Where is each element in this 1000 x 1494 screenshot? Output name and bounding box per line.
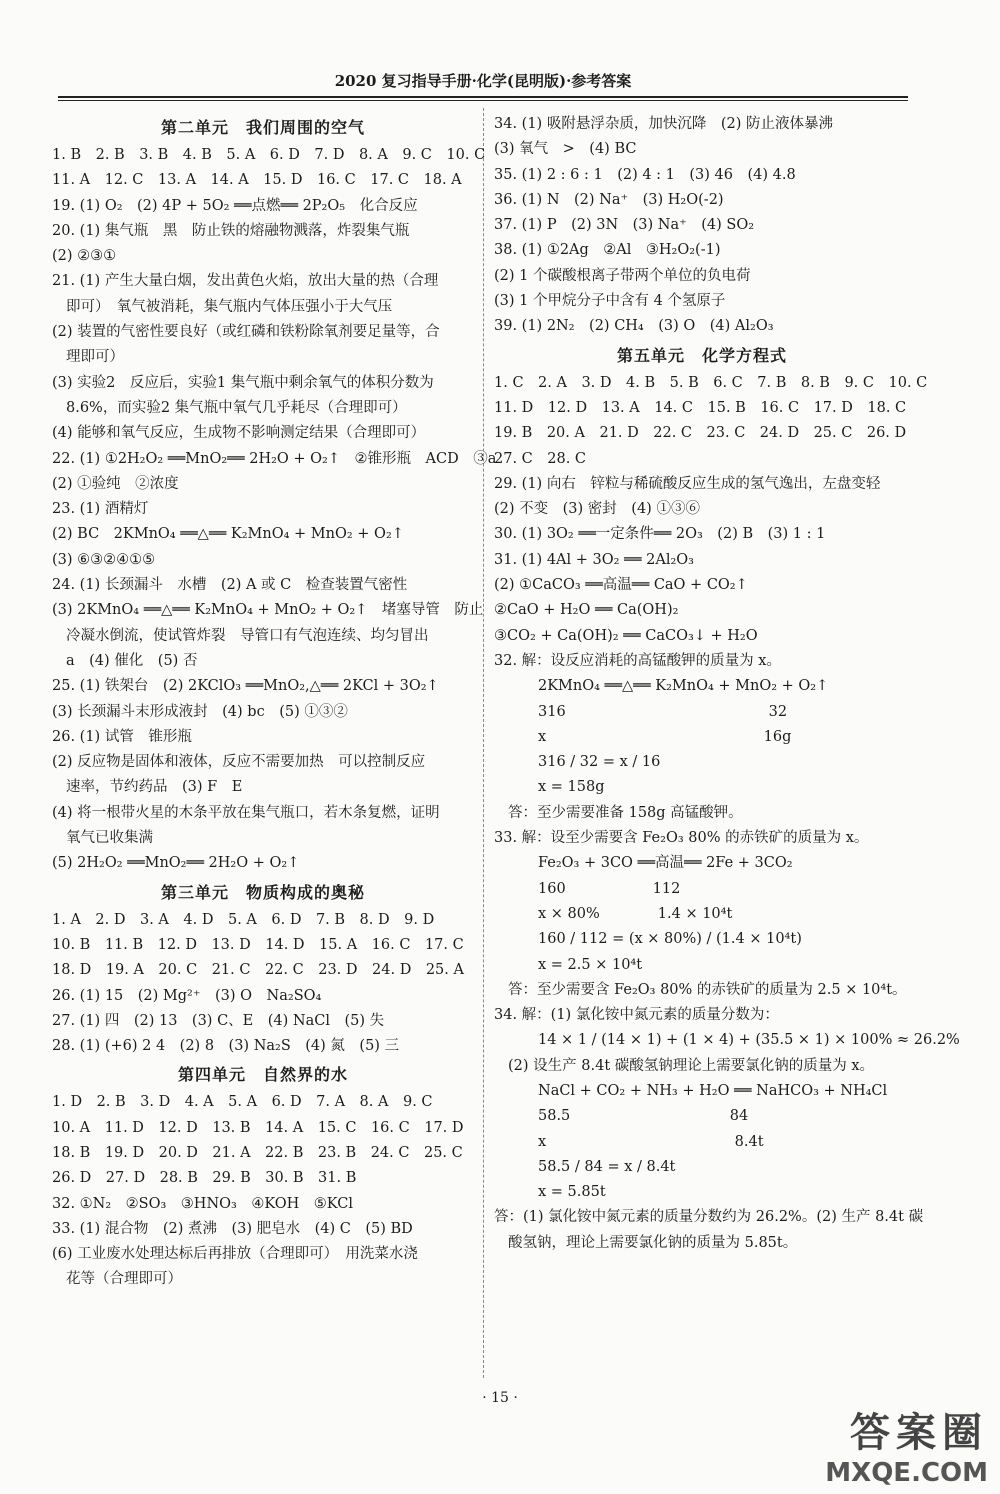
calc-line: 2KMnO₄ ══△══ K₂MnO₄ + MnO₂ + O₂↑ <box>538 678 829 695</box>
answer-line: (6) 工业废水处理达标后再排放（合理即可） 用洗菜水浇 <box>52 1246 418 1263</box>
answer-line: (3) 实验2 反应后，实验1 集气瓶中剩余氧气的体积分数为 <box>52 374 434 391</box>
answer-line: 28. (1) (+6) 2 4 (2) 8 (3) Na₂S (4) 氮 (5) 三 <box>52 1038 400 1055</box>
answer-line: 1. D 2. B 3. D 4. A 5. A 6. D 7. A 8. A 9. C <box>52 1094 433 1111</box>
answer-line: 速率，节约药品 (3) F E <box>66 779 243 796</box>
watermark <box>825 1401 988 1488</box>
column-divider <box>483 108 484 1378</box>
answer-line: 29. (1) 向右 锌粒与稀硫酸反应生成的氢气逸出，左盘变轻 <box>494 475 881 492</box>
section-title: 第二单元 我们周围的空气 <box>160 118 365 137</box>
answer-line: 18. D 19. A 20. C 21. C 22. C 23. D 24. D 25. A <box>52 962 464 979</box>
answer-line: 18. B 19. D 20. D 21. A 22. B 23. B 24. C 25. C <box>52 1144 463 1161</box>
section-title: 第五单元 化学方程式 <box>616 345 787 365</box>
answer-line: 10. B 11. B 12. D 13. D 14. D 15. A 16. C 17. C <box>52 936 464 953</box>
answer-line: a (4) 催化 (5) 否 <box>66 652 198 669</box>
answer-line: 32. 解：设反应消耗的高锰酸钾的质量为 x。 <box>494 652 781 669</box>
header-rule-thin <box>58 100 908 101</box>
answer-line: 34. 解：(1) 氯化铵中氮元素的质量分数为： <box>494 1007 779 1024</box>
calc-line: 14 × 1 / (14 × 1) + (1 × 4) + (35.5 × 1) × 100% ≈ 26.2% <box>538 1032 960 1049</box>
answer-line: (2) ①CaCO₃ ══高温══ CaO + CO₂↑ <box>494 577 748 594</box>
watermark-top: 答案圈 <box>850 1410 988 1456</box>
answer-line: 11. D 12. D 13. A 14. C 15. B 16. C 17. D 18. C <box>494 399 907 416</box>
answer-line: (2) 反应物是固体和液体，反应不需要加热 可以控制反应 <box>52 754 426 771</box>
right-column <box>494 112 960 1256</box>
answer-line: 34. (1) 吸附悬浮杂质，加快沉降 (2) 防止液体暴沸 <box>494 116 833 132</box>
section-title: 第四单元 自然界的水 <box>177 1065 348 1085</box>
answer-line: 24. (1) 长颈漏斗 水槽 (2) A 或 C 检查装置气密性 <box>52 577 408 594</box>
answer-line: 27. (1) 四 (2) 13 (3) C、E (4) NaCl (5) 失 <box>52 1012 385 1029</box>
answer-line: (4) 将一根带火星的木条平放在集气瓶口，若木条复燃，证明 <box>52 804 440 821</box>
calc-line: 58.5 84 <box>538 1108 749 1125</box>
calc-line: x = 2.5 × 10⁴t <box>538 956 643 973</box>
calc-line: 316 / 32 = x / 16 <box>538 754 661 771</box>
answer-line: 19. (1) O₂ (2) 4P + 5O₂ ══点燃══ 2P₂O₅ 化合反应 <box>52 197 418 214</box>
answer-line: (3) ⑥③②④①⑤ <box>52 551 156 568</box>
answer-line: 冷凝水倒流，使试管炸裂 导管口有气泡连续、均匀冒出 <box>66 627 429 644</box>
answer-line: 22. (1) ①2H₂O₂ ══MnO₂══ 2H₂O + O₂↑ ②锥形瓶 ACD ③a <box>52 450 497 467</box>
answer-line: 37. (1) P (2) 3N (3) Na⁺ (4) SO₂ <box>494 217 755 234</box>
answer-line: (2) 设生产 8.4t 碳酸氢钠理论上需要氯化钠的质量为 x。 <box>508 1057 875 1074</box>
answer-line: (2) 不变 (3) 密封 (4) ①③⑥ <box>494 501 700 518</box>
answer-line: (2) ②③① <box>52 248 117 265</box>
page-header: 2020 复习指导手册·化学(昆明版)·参考答案 <box>334 72 632 90</box>
answer-line: 30. (1) 3O₂ ══一定条件══ 2O₃ (2) B (3) 1 : 1 <box>494 526 826 543</box>
answer-line: 27. C 28. C <box>494 450 587 467</box>
calc-line: x 8.4t <box>538 1133 764 1150</box>
answer-line: (4) 能够和氧气反应，生成物不影响测定结果（合理即可） <box>52 425 426 442</box>
watermark-bottom: MXQE.COM <box>825 1458 988 1488</box>
answer-line: 21. (1) 产生大量白烟，发出黄色火焰，放出大量的热（合理 <box>52 273 439 290</box>
header-rule <box>58 96 908 98</box>
answer-line: 35. (1) 2 : 6 : 1 (2) 4 : 1 (3) 46 (4) 4.8 <box>494 166 796 183</box>
calc-line: 58.5 / 84 = x / 8.4t <box>538 1158 676 1175</box>
answer-line: 答：至少需要准备 158g 高锰酸钾。 <box>508 804 743 821</box>
answer-line: 32. ①N₂ ②SO₃ ③HNO₃ ④KOH ⑤KCl <box>52 1195 353 1212</box>
answer-line: (3) 氧气 > (4) BC <box>494 141 637 158</box>
answer-line: 31. (1) 4Al + 3O₂ ══ 2Al₂O₃ <box>494 551 694 568</box>
page-number: · 15 · <box>482 1390 518 1406</box>
left-column <box>52 112 497 1293</box>
answer-line: 23. (1) 酒精灯 <box>52 501 149 518</box>
answer-line: (2) 1 个碳酸根离子带两个单位的负电荷 <box>494 267 751 284</box>
answer-line: 33. (1) 混合物 (2) 煮沸 (3) 肥皂水 (4) C (5) BD <box>52 1220 413 1237</box>
answer-line: 11. A 12. C 13. A 14. A 15. D 16. C 17. C 18. A <box>52 172 462 189</box>
answer-line: 花等（合理即可） <box>66 1271 182 1288</box>
answer-line: 26. (1) 15 (2) Mg²⁺ (3) O Na₂SO₄ <box>52 987 322 1004</box>
answer-line: ③CO₂ + Ca(OH)₂ ══ CaCO₃↓ + H₂O <box>494 627 758 644</box>
answer-line: (3) 长颈漏斗末形成液封 (4) bc (5) ①③② <box>52 703 348 720</box>
answer-line: 25. (1) 铁架台 (2) 2KClO₃ ══MnO₂,△══ 2KCl + 3O₂↑ <box>52 678 439 695</box>
answer-line: (2) 装置的气密性要良好（或红磷和铁粉除氧剂要足量等，合 <box>52 324 440 341</box>
answer-line: 答：至少需要含 Fe₂O₃ 80% 的赤铁矿的质量为 2.5 × 10⁴t。 <box>508 981 907 998</box>
calc-line: x × 80% 1.4 × 10⁴t <box>538 905 733 922</box>
calc-line: Fe₂O₃ + 3CO ══高温══ 2Fe + 3CO₂ <box>538 855 793 872</box>
answer-line: 1. B 2. B 3. B 4. B 5. A 6. D 7. D 8. A 9. C 10. C <box>52 147 486 163</box>
calc-line: 160 / 112 = (x × 80%) / (1.4 × 10⁴t) <box>538 931 802 948</box>
answer-line: 1. C 2. A 3. D 4. B 5. B 6. C 7. B 8. B 9. C 10. C <box>494 374 928 391</box>
answer-line: 38. (1) ①2Ag ②Al ③H₂O₂(-1) <box>494 242 721 259</box>
calc-line: x = 158g <box>538 779 605 796</box>
calc-line: x 16g <box>538 728 792 745</box>
answer-line: ②CaO + H₂O ══ Ca(OH)₂ <box>494 602 679 619</box>
answer-line: 36. (1) N (2) Na⁺ (3) H₂O(-2) <box>494 191 724 208</box>
answer-line: (2) BC 2KMnO₄ ══△══ K₂MnO₄ + MnO₂ + O₂↑ <box>52 526 404 543</box>
answer-line: 8.6%，而实验2 集气瓶中氧气几乎耗尽（合理即可） <box>66 399 407 416</box>
answer-line: 20. (1) 集气瓶 黑 防止铁的熔融物溅落，炸裂集气瓶 <box>52 222 410 239</box>
calc-line: NaCl + CO₂ + NH₃ + H₂O ══ NaHCO₃ + NH₄Cl <box>538 1082 888 1099</box>
section-title: 第三单元 物质构成的奥秘 <box>160 882 365 902</box>
calc-line: x = 5.85t <box>538 1184 606 1201</box>
answer-line: 10. A 11. D 12. D 13. B 14. A 15. C 16. C 17. D <box>52 1119 464 1136</box>
answer-line: 39. (1) 2N₂ (2) CH₄ (3) O (4) Al₂O₃ <box>494 318 774 335</box>
answer-line: 即可） 氧气被消耗，集气瓶内气体压强小于大气压 <box>66 298 393 315</box>
answer-line: (3) 1 个甲烷分子中含有 4 个氢原子 <box>494 293 726 310</box>
answer-line: 氧气已收集满 <box>66 830 153 847</box>
answer-line: 酸氢钠，理论上需要氯化钠的质量为 5.85t。 <box>508 1234 798 1251</box>
calc-line: 316 32 <box>538 703 788 720</box>
answer-line: (2) ①验纯 ②浓度 <box>52 475 179 492</box>
answer-line: 1. A 2. D 3. A 4. D 5. A 6. D 7. B 8. D 9. D <box>52 911 435 928</box>
answer-line: 答：(1) 氯化铵中氮元素的质量分数约为 26.2%。(2) 生产 8.4t 碳 <box>494 1209 924 1226</box>
answer-line: (5) 2H₂O₂ ══MnO₂══ 2H₂O + O₂↑ <box>52 855 300 872</box>
answer-line: 33. 解：设至少需要含 Fe₂O₃ 80% 的赤铁矿的质量为 x。 <box>494 830 869 847</box>
answer-line: 理即可） <box>66 349 124 366</box>
answer-line: 26. (1) 试管 锥形瓶 <box>52 728 192 745</box>
answer-line: 26. D 27. D 28. B 29. B 30. B 31. B <box>52 1170 357 1187</box>
calc-line: 160 112 <box>538 880 681 897</box>
answer-line: (3) 2KMnO₄ ══△══ K₂MnO₄ + MnO₂ + O₂↑ 堵塞导管 防止 <box>52 602 484 619</box>
answer-line: 19. B 20. A 21. D 22. C 23. C 24. D 25. C 26. D <box>494 425 907 442</box>
